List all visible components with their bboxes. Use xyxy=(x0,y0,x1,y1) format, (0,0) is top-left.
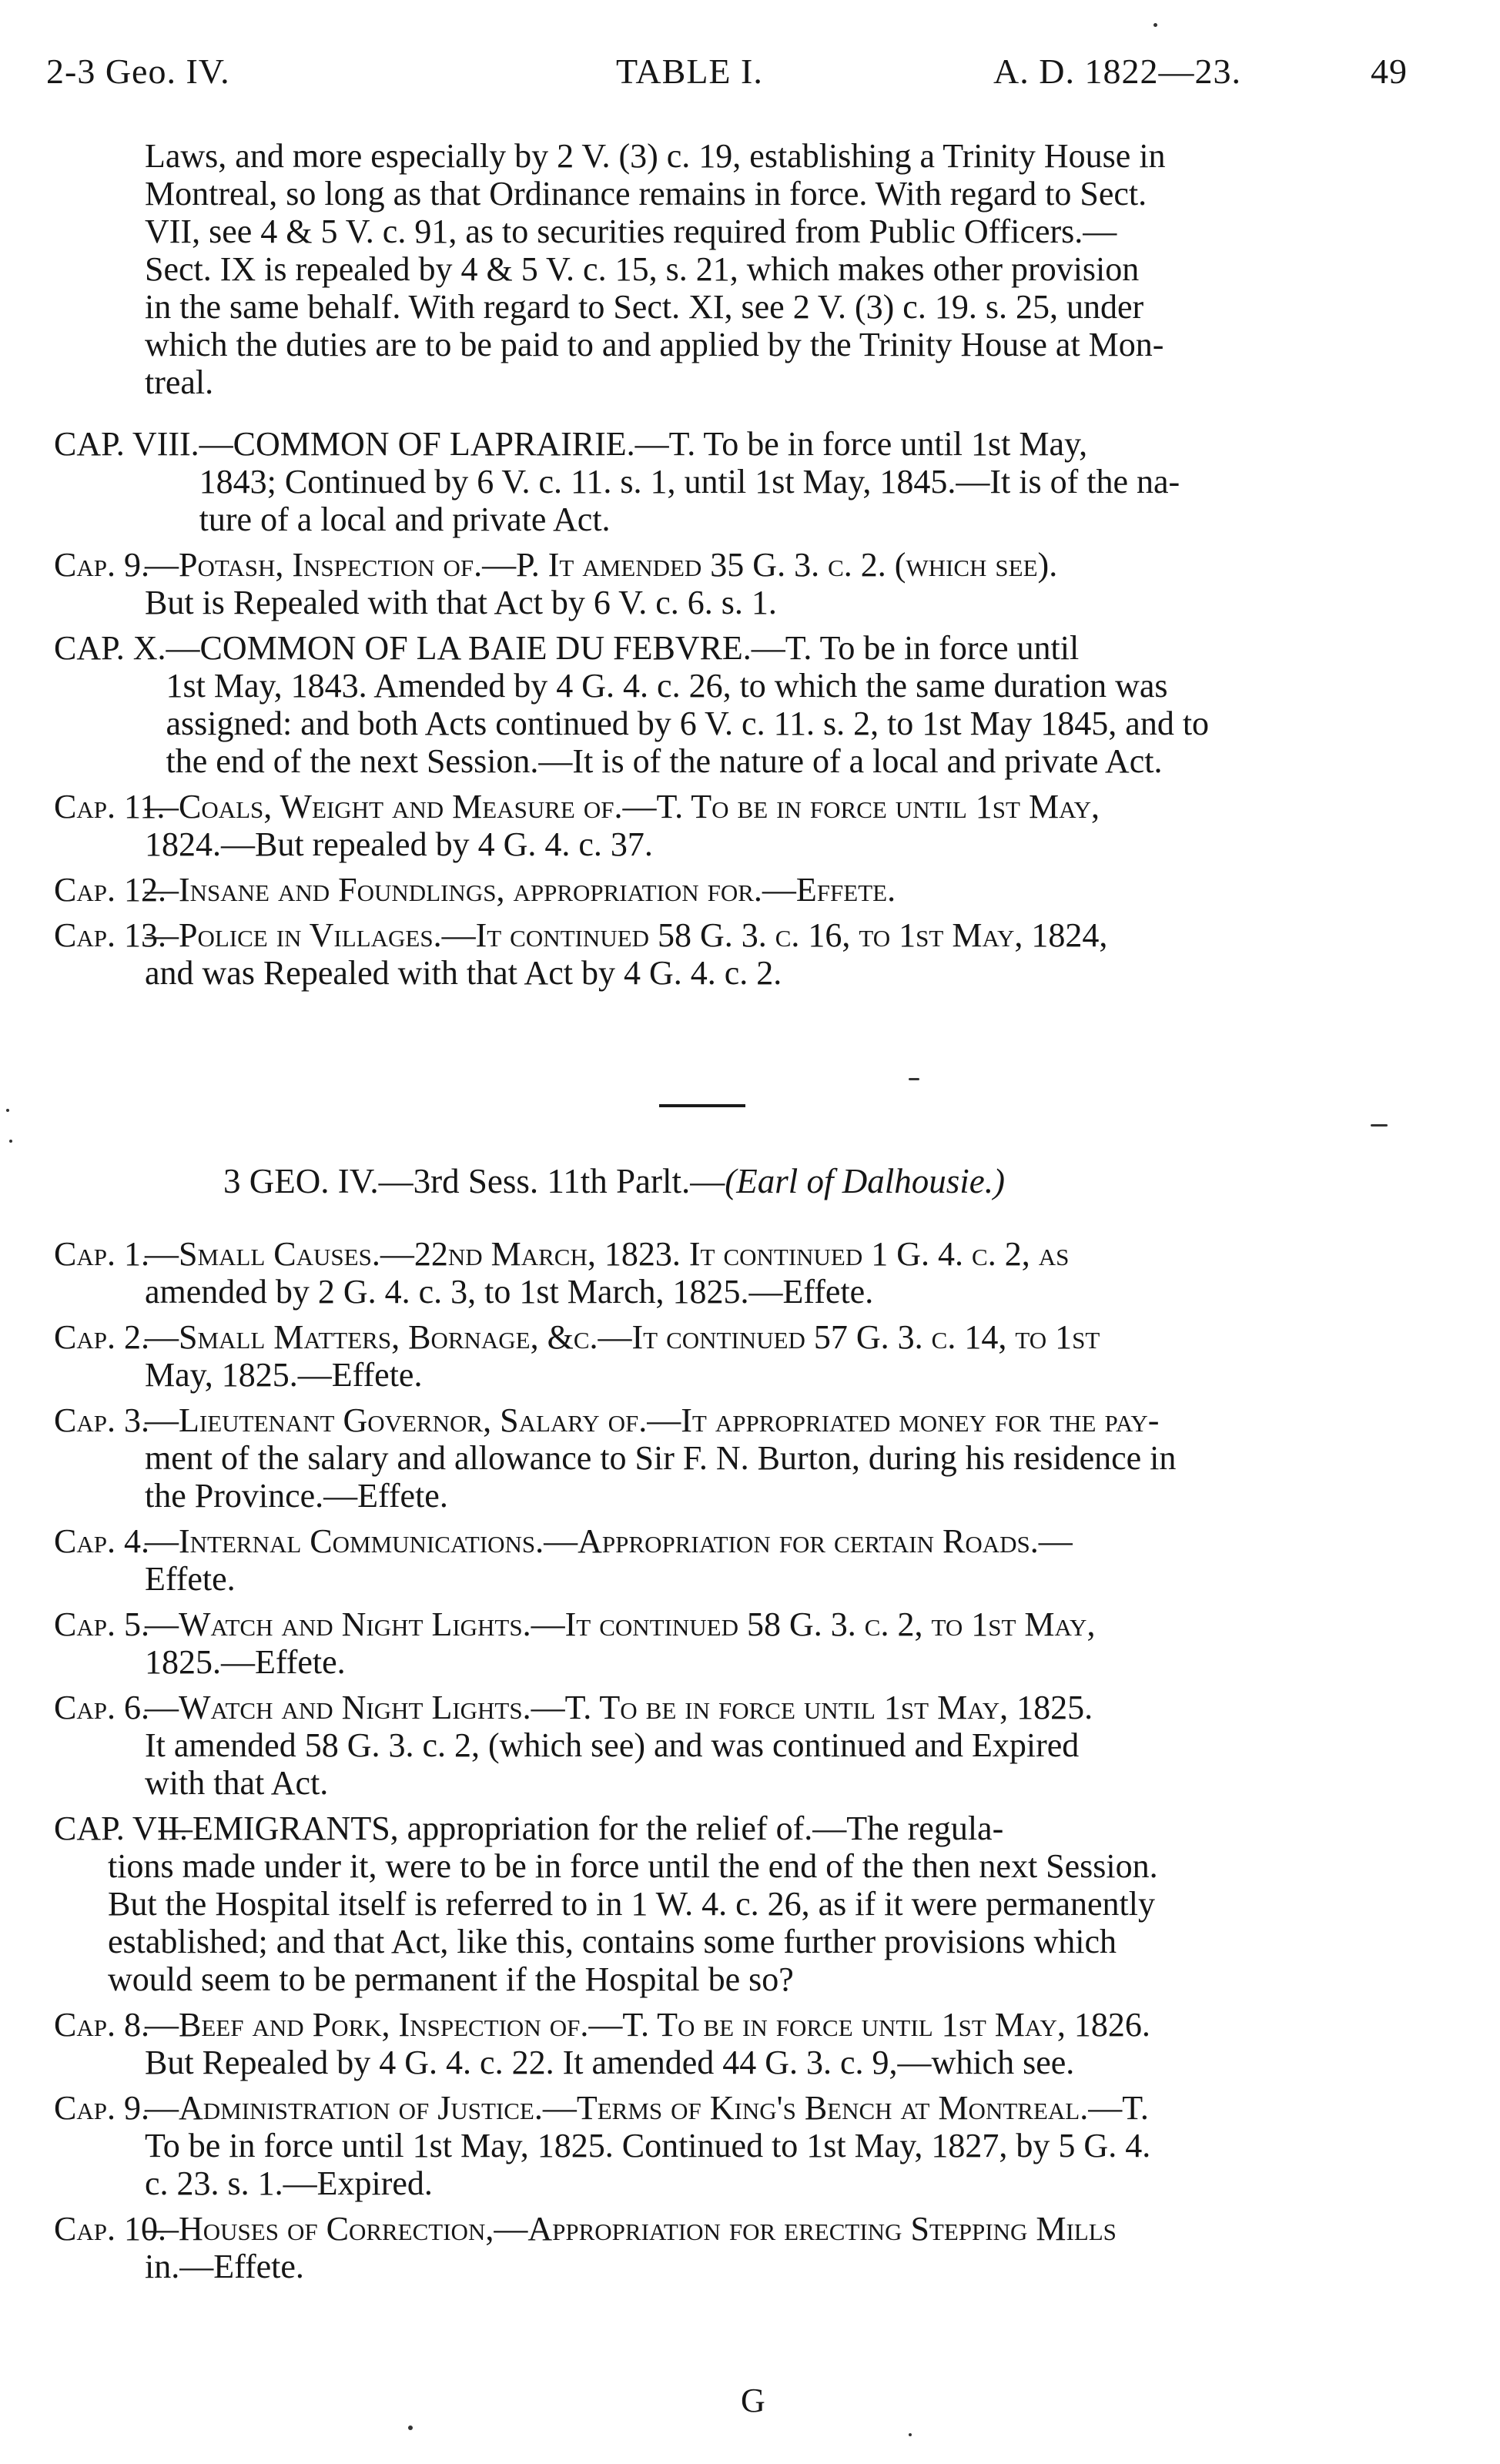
continuation-paragraph xyxy=(54,137,1425,401)
chapter-number: Cap. 8. xyxy=(54,2006,149,2044)
act-entry xyxy=(54,425,1425,538)
text-line: and was Repealed with that Act by 4 G. 4. c. 2. xyxy=(145,954,782,992)
text-line: —COMMON OF LA BAIE DU FEBVRE.—T. To be in force until xyxy=(166,629,1080,667)
text-line: To be in force until 1st May, 1825. Continued to 1st May, 1827, by 5 G. 4. xyxy=(145,2127,1151,2164)
text-line: —Coals, Weight and Measure of.—T. To be in force until 1st May, xyxy=(145,788,1100,825)
header-table-title: TABLE I. xyxy=(616,52,763,91)
text-line: But is Repealed with that Act by 6 V. c. 6. s. 1. xyxy=(145,584,777,621)
text-line: would seem to be permanent if the Hospital be so? xyxy=(108,1960,794,1998)
chapter-number: Cap. 5. xyxy=(54,1605,149,1643)
entry-list-top xyxy=(54,425,1425,992)
text-line: established; and that Act, like this, contains some further provisions which xyxy=(108,1923,1117,1960)
chapter-number: Cap. 11. xyxy=(54,788,166,825)
text-line: assigned: and both Acts continued by 6 V. c. 11. s. 2, to 1st May 1845, and to xyxy=(166,705,1210,742)
governor-name: (Earl of Dalhousie.) xyxy=(725,1162,1005,1200)
chapter-number: Cap. 1. xyxy=(54,1235,149,1273)
session-title: 3 GEO. IV.—3rd Sess. 11th Parlt.— xyxy=(223,1162,725,1200)
text-line: tions made under it, were to be in force until the end of the then next Session. xyxy=(108,1847,1158,1885)
text-line: But the Hospital itself is referred to in 1 W. 4. c. 26, as if it were permanently xyxy=(108,1885,1156,1923)
act-entry xyxy=(54,1605,1425,1681)
chapter-number: Cap. 13. xyxy=(54,916,166,954)
text-line: c. 23. s. 1.—Expired. xyxy=(145,2164,433,2202)
scan-speck xyxy=(909,2433,912,2436)
chapter-number: Cap. 12. xyxy=(54,871,166,909)
session-heading xyxy=(223,1161,1005,1201)
chapter-number: CAP. VII. xyxy=(54,1810,189,1847)
text-line: 1843; Continued by 6 V. c. 11. s. 1, until 1st May, 1845.—It is of the na- xyxy=(199,463,1180,500)
act-entry xyxy=(54,546,1425,621)
chapter-number: CAP. VIII. xyxy=(54,425,199,463)
chapter-number: CAP. X. xyxy=(54,629,166,667)
text-line: which the duties are to be paid to and applied by the Trinity House at Mon- xyxy=(145,326,1164,363)
chapter-number: Cap. 9. xyxy=(54,546,149,584)
text-line: —Watch and Night Lights.—It continued 58 G. 3. c. 2, to 1st May, xyxy=(145,1605,1096,1643)
text-line: ture of a local and private Act. xyxy=(199,500,611,538)
text-line: Sect. IX is repealed by 4 & 5 V. c. 15, s. 21, which makes other provision xyxy=(145,250,1140,288)
act-entry xyxy=(54,2006,1425,2081)
text-line: 1st May, 1843. Amended by 4 G. 4. c. 26, to which the same duration was xyxy=(166,667,1168,705)
text-line: —Houses of Correction,—Appropriation for erecting Stepping Mills xyxy=(145,2210,1117,2248)
act-entry xyxy=(54,1689,1425,1802)
text-line: —Beef and Pork, Inspection of.—T. To be in force until 1st May, 1826. xyxy=(145,2006,1150,2044)
text-line: the Province.—Effete. xyxy=(145,1477,448,1515)
act-entry xyxy=(54,2210,1425,2285)
act-entry xyxy=(54,1318,1425,1394)
text-line: —COMMON OF LAPRAIRIE.—T. To be in force until 1st May, xyxy=(199,425,1088,463)
text-line: —Administration of Justice.—Terms of King's Bench at Montreal.—T. xyxy=(145,2089,1149,2127)
chapter-number: Cap. 10. xyxy=(54,2210,166,2248)
scan-speck xyxy=(6,1109,9,1112)
act-entry xyxy=(54,2089,1425,2202)
text-line: Effete. xyxy=(145,1560,236,1598)
text-line: —Small Matters, Bornage, &c.—It continued 57 G. 3. c. 14, to 1st xyxy=(145,1318,1100,1356)
text-line: with that Act. xyxy=(145,1764,329,1802)
text-line: the end of the next Session.—It is of the nature of a local and private Act. xyxy=(166,742,1163,780)
text-line: —Police in Villages.—It continued 58 G. 3. c. 16, to 1st May, 1824, xyxy=(145,916,1108,954)
text-line: —Internal Communications.—Appropriation for certain Roads.— xyxy=(145,1522,1073,1560)
text-line: It amended 58 G. 3. c. 2, (which see) and was continued and Expired xyxy=(145,1726,1080,1764)
text-line: Laws, and more especially by 2 V. (3) c. 19, establishing a Trinity House in xyxy=(145,137,1166,175)
act-entry xyxy=(54,1401,1425,1515)
section-divider xyxy=(659,1104,745,1107)
text-line: May, 1825.—Effete. xyxy=(145,1356,423,1394)
text-line: in the same behalf. With regard to Sect. XI, see 2 V. (3) c. 19. s. 25, under xyxy=(145,288,1144,326)
chapter-number: Cap. 6. xyxy=(54,1689,149,1726)
act-entry xyxy=(54,871,1425,909)
scan-speck xyxy=(909,1078,919,1080)
act-entry xyxy=(54,1522,1425,1598)
text-line: —EMIGRANTS, appropriation for the relief of.—The regula- xyxy=(159,1810,1004,1847)
scan-speck xyxy=(9,1140,12,1143)
scan-speck xyxy=(408,2426,413,2430)
text-line: —Potash, Inspection of.—P. It amended 35 G. 3. c. 2. (which see). xyxy=(145,546,1058,584)
text-line: amended by 2 G. 4. c. 3, to 1st March, 1825.—Effete. xyxy=(145,1273,874,1311)
act-entry xyxy=(54,916,1425,992)
act-entry xyxy=(54,1235,1425,1311)
text-line: 1825.—Effete. xyxy=(145,1643,346,1681)
scan-speck xyxy=(1153,23,1157,27)
scan-speck xyxy=(1371,1124,1388,1127)
signature-mark: G xyxy=(741,2382,765,2419)
running-header xyxy=(46,51,1417,105)
text-line: ment of the salary and allowance to Sir F. N. Burton, during his residence in xyxy=(145,1439,1177,1477)
text-line: —Watch and Night Lights.—T. To be in force until 1st May, 1825. xyxy=(145,1689,1093,1726)
text-line: —Lieutenant Governor, Salary of.—It appropriated money for the pay- xyxy=(145,1401,1160,1439)
text-line: treal. xyxy=(145,363,214,401)
act-entry xyxy=(54,1810,1425,1998)
act-entry xyxy=(54,629,1425,780)
header-reign: 2-3 Geo. IV. xyxy=(46,52,230,91)
chapter-number: Cap. 9. xyxy=(54,2089,149,2127)
header-years: A. D. 1822—23. xyxy=(993,52,1241,91)
chapter-number: Cap. 2. xyxy=(54,1318,149,1356)
text-line: 1824.—But repealed by 4 G. 4. c. 37. xyxy=(145,825,653,863)
chapter-number: Cap. 4. xyxy=(54,1522,149,1560)
text-line: Montreal, so long as that Ordinance remains in force. With regard to Sect. xyxy=(145,175,1147,213)
text-line: in.—Effete. xyxy=(145,2248,304,2285)
entry-list-bottom xyxy=(54,1235,1425,2285)
text-line: —Insane and Foundlings, appropriation for.—Effete. xyxy=(145,871,896,909)
text-line: But Repealed by 4 G. 4. c. 22. It amended 44 G. 3. c. 9,—which see. xyxy=(145,2044,1075,2081)
page-number: 49 xyxy=(1371,52,1408,91)
act-entry xyxy=(54,788,1425,863)
text-line: VII, see 4 & 5 V. c. 91, as to securities required from Public Officers.— xyxy=(145,213,1117,250)
chapter-number: Cap. 3. xyxy=(54,1401,149,1439)
text-line: —Small Causes.—22nd March, 1823. It continued 1 G. 4. c. 2, as xyxy=(145,1235,1070,1273)
